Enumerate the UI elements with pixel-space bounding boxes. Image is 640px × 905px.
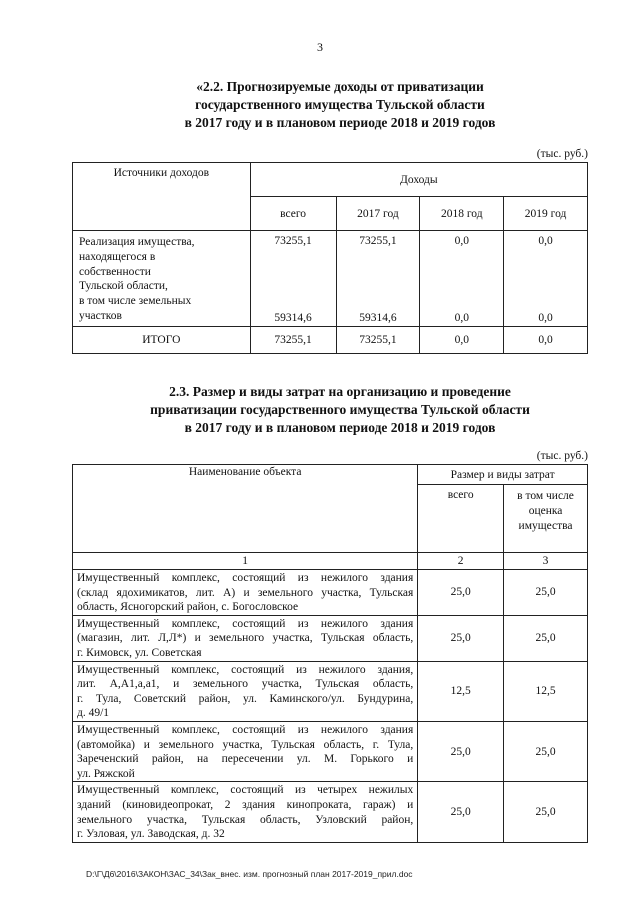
header-income-sources: Источники доходов <box>73 163 251 231</box>
total-value: 0,0 <box>504 326 588 353</box>
col-number-1: 1 <box>73 553 418 570</box>
col-header-2017: 2017 год <box>336 197 420 231</box>
desc-line: (магазин, лит. Л,Л*) и земельного участка, Тульская область, <box>77 632 414 645</box>
cost-appraisal: 12,5 <box>504 661 588 721</box>
header-line: оценка <box>528 505 563 517</box>
col-header-2019: 2019 год <box>504 197 588 231</box>
table-row <box>73 570 588 616</box>
object-description <box>73 615 418 661</box>
desc-line: (автомойка) и земельного участка, Тульская область, г. Тула, <box>77 738 414 751</box>
header-income: Доходы <box>250 163 587 197</box>
value-total: 73255,1 <box>274 235 312 247</box>
header-costs-total: всего <box>418 485 504 553</box>
header-line: имущества <box>518 520 573 532</box>
desc-line: область, Ясногорский район, с. Богословское <box>77 601 299 614</box>
row-label-line: находящегося в <box>79 250 156 263</box>
title-line: в 2017 году и в плановом периоде 2018 и 2019 годов <box>184 420 496 435</box>
value-2017-land: 59314,6 <box>359 311 397 324</box>
header-object-name: Наименование объекта <box>73 465 418 553</box>
desc-line: Имущественный комплекс, состоящий из нежилого здания <box>77 572 414 584</box>
cell-2017 <box>336 231 420 327</box>
object-description <box>73 661 418 721</box>
desc-line: (склад ядохимикатов, лит. А) и земельного участка, Тульская <box>77 586 414 599</box>
total-value: 73255,1 <box>336 326 420 353</box>
object-description <box>73 570 418 616</box>
desc-line: Имущественный комплекс, состоящий из четырех нежилых <box>77 784 414 797</box>
desc-line: земельного участка, Тульская область, Узловский район, <box>77 813 414 826</box>
title-line: в 2017 году и в плановом периоде 2018 и 2019 годов <box>184 115 496 130</box>
row-label-line: собственности <box>79 265 151 278</box>
object-description <box>73 782 418 842</box>
total-label: ИТОГО <box>73 326 251 353</box>
title-line: приватизации государственного имущества Тульской области <box>150 402 530 417</box>
header-costs-appraisal <box>504 485 588 553</box>
object-description <box>73 721 418 781</box>
desc-line: Имущественный комплекс, состоящий из нежилого здания <box>77 723 414 736</box>
table-row <box>73 661 588 721</box>
costs-table <box>72 464 588 843</box>
value-total-land: 59314,6 <box>274 311 312 324</box>
value-2018: 0,0 <box>454 235 469 247</box>
cell-2019 <box>504 231 588 327</box>
cost-total: 25,0 <box>418 782 504 842</box>
value-2019: 0,0 <box>538 235 553 247</box>
cell-total <box>250 231 336 327</box>
cost-total: 25,0 <box>418 615 504 661</box>
desc-line: г. Кимовск, ул. Советская <box>77 646 202 659</box>
total-value: 73255,1 <box>250 326 336 353</box>
cost-appraisal: 25,0 <box>504 570 588 616</box>
cost-total: 25,0 <box>418 721 504 781</box>
col-number-3: 3 <box>504 553 588 570</box>
cost-total: 25,0 <box>418 570 504 616</box>
desc-line: г. Тула, Советский район, ул. Каминского/ул. Бундурина, <box>77 692 414 705</box>
income-table <box>72 162 588 354</box>
section-2-2-title <box>60 78 620 132</box>
desc-line: Зареченский район, на пересечении ул. М. Горького и <box>77 753 414 766</box>
col-number-2: 2 <box>418 553 504 570</box>
desc-line: лит. А,А1,а,а1, и земельного участка, Тульская область, <box>77 678 414 691</box>
header-line: в том числе <box>517 490 574 502</box>
col-header-total: всего <box>250 197 336 231</box>
file-path-footer: D:\Г\Д6\2016\ЗАКОН\ЗАС_34\Зак_внес. изм. прогнозный план 2017-2019_прил.doc <box>86 869 413 879</box>
cost-appraisal: 25,0 <box>504 782 588 842</box>
desc-line: г. Узловая, ул. Заводская, д. 32 <box>77 828 225 841</box>
row-label-line: в том числе земельных <box>79 295 192 308</box>
cost-appraisal: 25,0 <box>504 721 588 781</box>
desc-line: д. 49/1 <box>77 707 110 720</box>
row-label-line: участков <box>79 309 122 322</box>
total-value: 0,0 <box>420 326 504 353</box>
cost-appraisal: 25,0 <box>504 615 588 661</box>
cell-2018 <box>420 231 504 327</box>
title-line: 2.3. Размер и виды затрат на организацию и проведение <box>169 384 511 399</box>
desc-line: Имущественный комплекс, состоящий из нежилого здания, <box>77 663 414 676</box>
desc-line: Имущественный комплекс, состоящий из нежилого здания <box>77 617 414 630</box>
page-number: 3 <box>317 40 323 54</box>
header-costs: Размер и виды затрат <box>418 465 588 485</box>
row-label-line: Реализация имущества, <box>79 236 195 248</box>
desc-line: ул. Ряжской <box>77 767 135 780</box>
value-2017: 73255,1 <box>359 235 397 247</box>
section-2-3-title <box>60 383 620 437</box>
row-label-line: Тульской области, <box>79 280 168 293</box>
desc-line: зданий (киновидеопрокат, 2 здания кинопроката, гараж) и <box>77 798 414 811</box>
cost-total: 12,5 <box>418 661 504 721</box>
value-2019-land: 0,0 <box>538 311 553 324</box>
value-2018-land: 0,0 <box>454 311 469 324</box>
table-row <box>73 721 588 781</box>
unit-label: (тыс. руб.) <box>536 148 588 160</box>
unit-label: (тыс. руб.) <box>536 450 588 462</box>
title-line: «2.2. Прогнозируемые доходы от приватизации <box>196 79 484 94</box>
title-line: государственного имущества Тульской области <box>195 97 485 112</box>
row-label-property-sale <box>73 231 251 327</box>
table-row <box>73 615 588 661</box>
col-header-2018: 2018 год <box>420 197 504 231</box>
table-row <box>73 782 588 842</box>
